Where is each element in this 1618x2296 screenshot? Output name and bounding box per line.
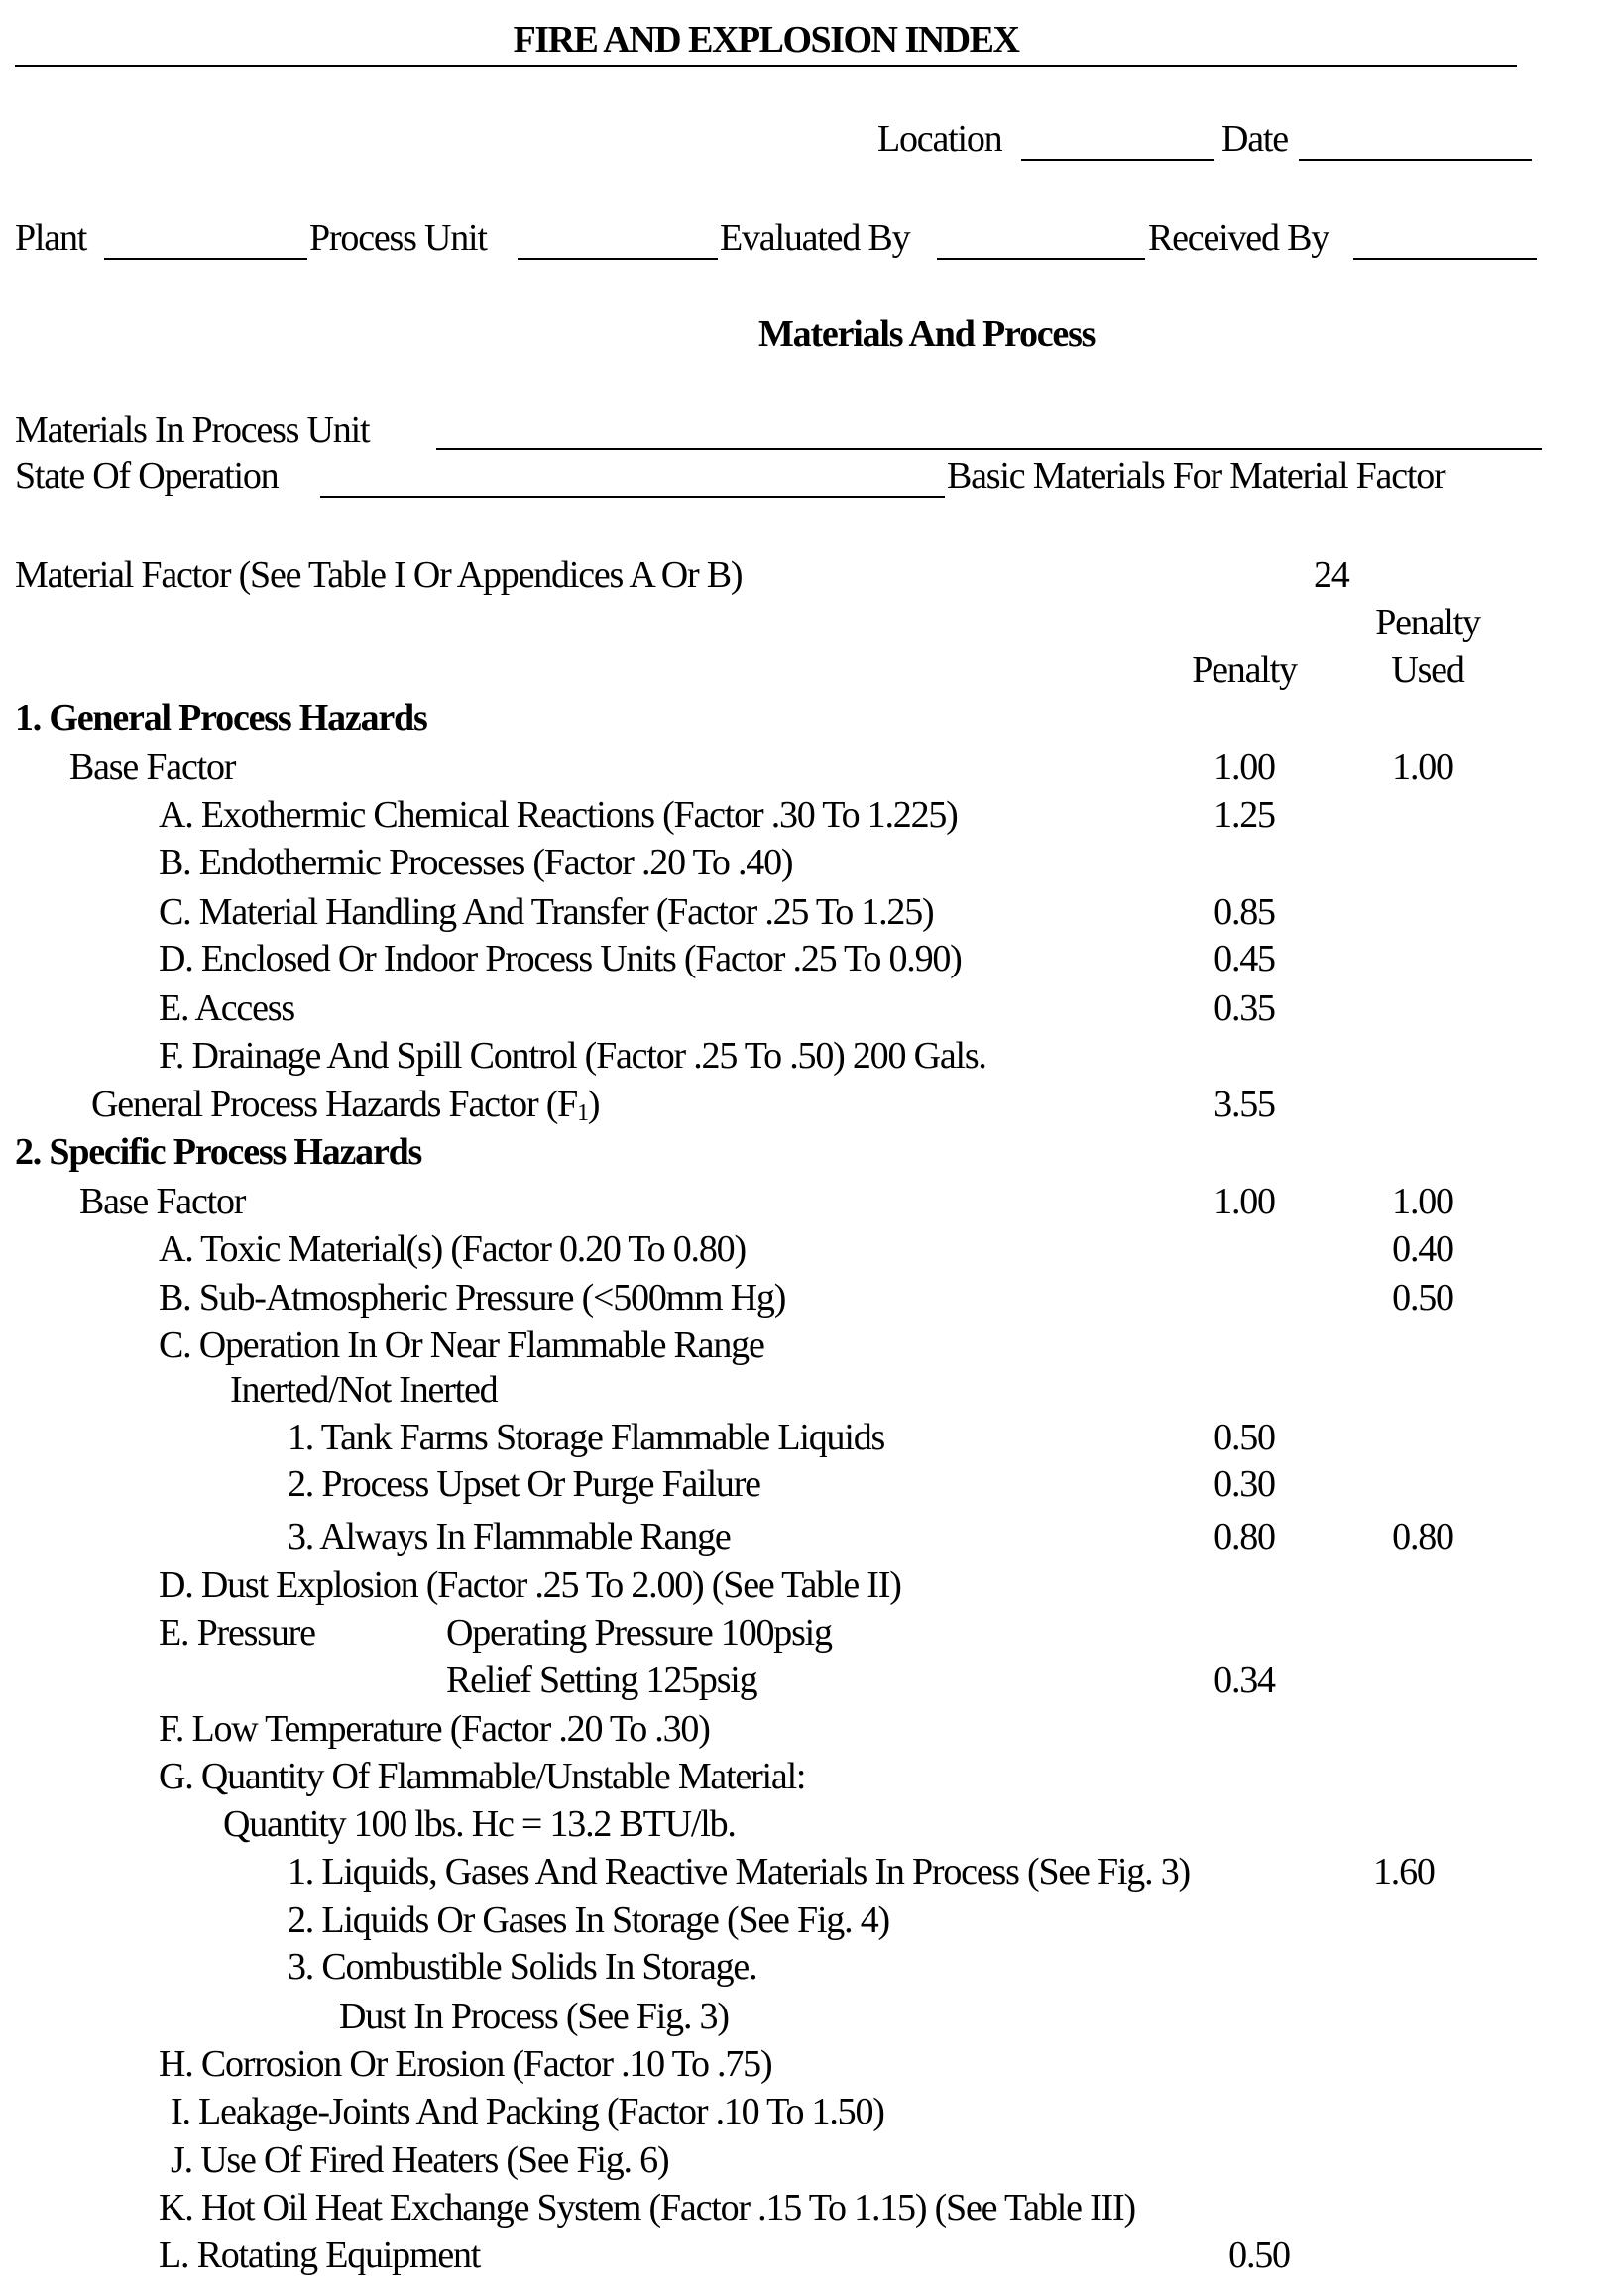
sph-pressure-label: E. Pressure: [159, 1612, 315, 1654]
gph-factor-label: [91, 1083, 599, 1126]
sph-liquids-in-storage-label: 2. Liquids Or Gases In Storage (See Fig. 4): [288, 1899, 889, 1941]
sph-liquids-in-process-label: 1. Liquids, Gases And Reactive Materials In Process (See Fig. 3): [288, 1851, 1190, 1893]
process-unit-label: Process Unit: [309, 217, 487, 259]
penalty-used-header-1: Penalty: [1375, 602, 1480, 643]
gph-base-factor-used: 1.00: [1392, 746, 1453, 788]
sph-toxic-used: 0.40: [1392, 1228, 1453, 1270]
sph-base-factor-label: Base Factor: [79, 1181, 246, 1222]
sph-flammable-range-label: C. Operation In Or Near Flammable Range: [159, 1324, 764, 1366]
penalty-used-header-2: Used: [1391, 649, 1464, 691]
material-factor-label: Material Factor (See Table I Or Appendices A Or B): [15, 554, 743, 596]
materials-heading: Materials And Process: [758, 313, 1096, 355]
evaluated-by-label: Evaluated By: [720, 217, 910, 259]
sph-subatmospheric-used: 0.50: [1392, 1277, 1453, 1319]
form-title: FIRE AND EXPLOSION INDEX: [15, 14, 1517, 67]
date-field[interactable]: [1299, 159, 1532, 161]
sph-tank-farms-label: 1. Tank Farms Storage Flammable Liquids: [288, 1417, 885, 1458]
gph-material-handling-label: C. Material Handling And Transfer (Factor .25 To 1.25): [159, 891, 934, 933]
gph-exothermic-penalty: 1.25: [1214, 794, 1275, 836]
received-by-field[interactable]: [1353, 258, 1537, 260]
sph-corrosion-label: H. Corrosion Or Erosion (Factor .10 To .75): [159, 2043, 772, 2085]
gph-endothermic-label: B. Endothermic Processes (Factor .20 To .40): [159, 842, 793, 883]
sph-always-flammable-penalty: 0.80: [1214, 1516, 1275, 1557]
state-of-operation-field[interactable]: [320, 496, 945, 498]
sph-quantity-label: G. Quantity Of Flammable/Unstable Material:: [159, 1756, 806, 1797]
sph-process-upset-penalty: 0.30: [1214, 1463, 1275, 1505]
sph-toxic-label: A. Toxic Material(s) (Factor 0.20 To 0.80): [159, 1228, 746, 1270]
sph-hot-oil-label: K. Hot Oil Heat Exchange System (Factor .15 To 1.15) (See Table III): [159, 2187, 1135, 2229]
basic-materials-label: Basic Materials For Material Factor: [947, 455, 1445, 497]
sph-dust-explosion-label: D. Dust Explosion (Factor .25 To 2.00) (See Table II): [159, 1564, 901, 1606]
penalty-header: Penalty: [1192, 649, 1297, 691]
gph-base-factor-penalty: 1.00: [1214, 746, 1275, 788]
location-label: Location: [877, 118, 1002, 160]
gph-access-penalty: 0.35: [1214, 987, 1275, 1029]
gph-factor-value: 3.55: [1214, 1084, 1275, 1125]
sph-liquids-in-process-value: 1.60: [1373, 1851, 1435, 1893]
location-field[interactable]: [1021, 159, 1214, 161]
gph-drainage-label: F. Drainage And Spill Control (Factor .25 To .50) 200 Gals.: [159, 1035, 986, 1077]
general-process-hazards-heading: 1. General Process Hazards: [15, 697, 427, 739]
gph-factor-subscript: 1: [577, 1100, 588, 1126]
gph-enclosed-units-label: D. Enclosed Or Indoor Process Units (Factor .25 To 0.90): [159, 938, 962, 979]
sph-always-flammable-label: 3. Always In Flammable Range: [288, 1516, 731, 1557]
sph-pressure-penalty: 0.34: [1214, 1660, 1275, 1701]
sph-rotating-equipment-label: L. Rotating Equipment: [159, 2235, 481, 2276]
materials-in-process-field[interactable]: [436, 448, 1542, 450]
sph-dust-in-process-label: Dust In Process (See Fig. 3): [339, 1996, 729, 2037]
received-by-label: Received By: [1148, 217, 1329, 259]
sph-leakage-label: I. Leakage-Joints And Packing (Factor .10 To 1.50): [171, 2091, 884, 2132]
sph-base-factor-penalty: 1.00: [1214, 1181, 1275, 1222]
gph-exothermic-label: A. Exothermic Chemical Reactions (Factor .30 To 1.225): [159, 794, 958, 836]
gph-enclosed-units-penalty: 0.45: [1214, 938, 1275, 979]
date-label: Date: [1221, 118, 1288, 160]
sph-subatmospheric-label: B. Sub-Atmospheric Pressure (<500mm Hg): [159, 1277, 786, 1319]
gph-factor-close: ): [587, 1084, 600, 1125]
sph-inerted-label: Inerted/Not Inerted: [230, 1369, 498, 1411]
sph-base-factor-used: 1.00: [1392, 1181, 1453, 1222]
gph-base-factor-label: Base Factor: [69, 746, 236, 788]
sph-always-flammable-used: 0.80: [1392, 1516, 1453, 1557]
material-factor-value: 24: [1314, 554, 1349, 596]
gph-factor-text: General Process Hazards Factor (F: [91, 1084, 578, 1125]
sph-tank-farms-penalty: 0.50: [1214, 1417, 1275, 1458]
sph-low-temperature-label: F. Low Temperature (Factor .20 To .30): [159, 1708, 710, 1750]
sph-rotating-equipment-penalty: 0.50: [1228, 2235, 1290, 2276]
sph-operating-pressure: Operating Pressure 100psig: [446, 1612, 832, 1654]
specific-process-hazards-heading: 2. Specific Process Hazards: [15, 1131, 422, 1173]
sph-fired-heaters-label: J. Use Of Fired Heaters (See Fig. 6): [171, 2139, 669, 2181]
plant-label: Plant: [15, 217, 87, 259]
plant-field[interactable]: [104, 258, 307, 260]
sph-combustible-solids-label: 3. Combustible Solids In Storage.: [288, 1946, 757, 1988]
gph-access-label: E. Access: [159, 987, 294, 1029]
state-of-operation-label: State Of Operation: [15, 455, 279, 497]
evaluated-by-field[interactable]: [937, 258, 1145, 260]
sph-relief-setting: Relief Setting 125psig: [446, 1660, 757, 1701]
gph-material-handling-penalty: 0.85: [1214, 891, 1275, 933]
process-unit-field[interactable]: [518, 258, 718, 260]
sph-process-upset-label: 2. Process Upset Or Purge Failure: [288, 1463, 760, 1505]
materials-in-process-label: Materials In Process Unit: [15, 409, 370, 451]
sph-quantity-detail: Quantity 100 lbs. Hc = 13.2 BTU/lb.: [223, 1803, 736, 1845]
